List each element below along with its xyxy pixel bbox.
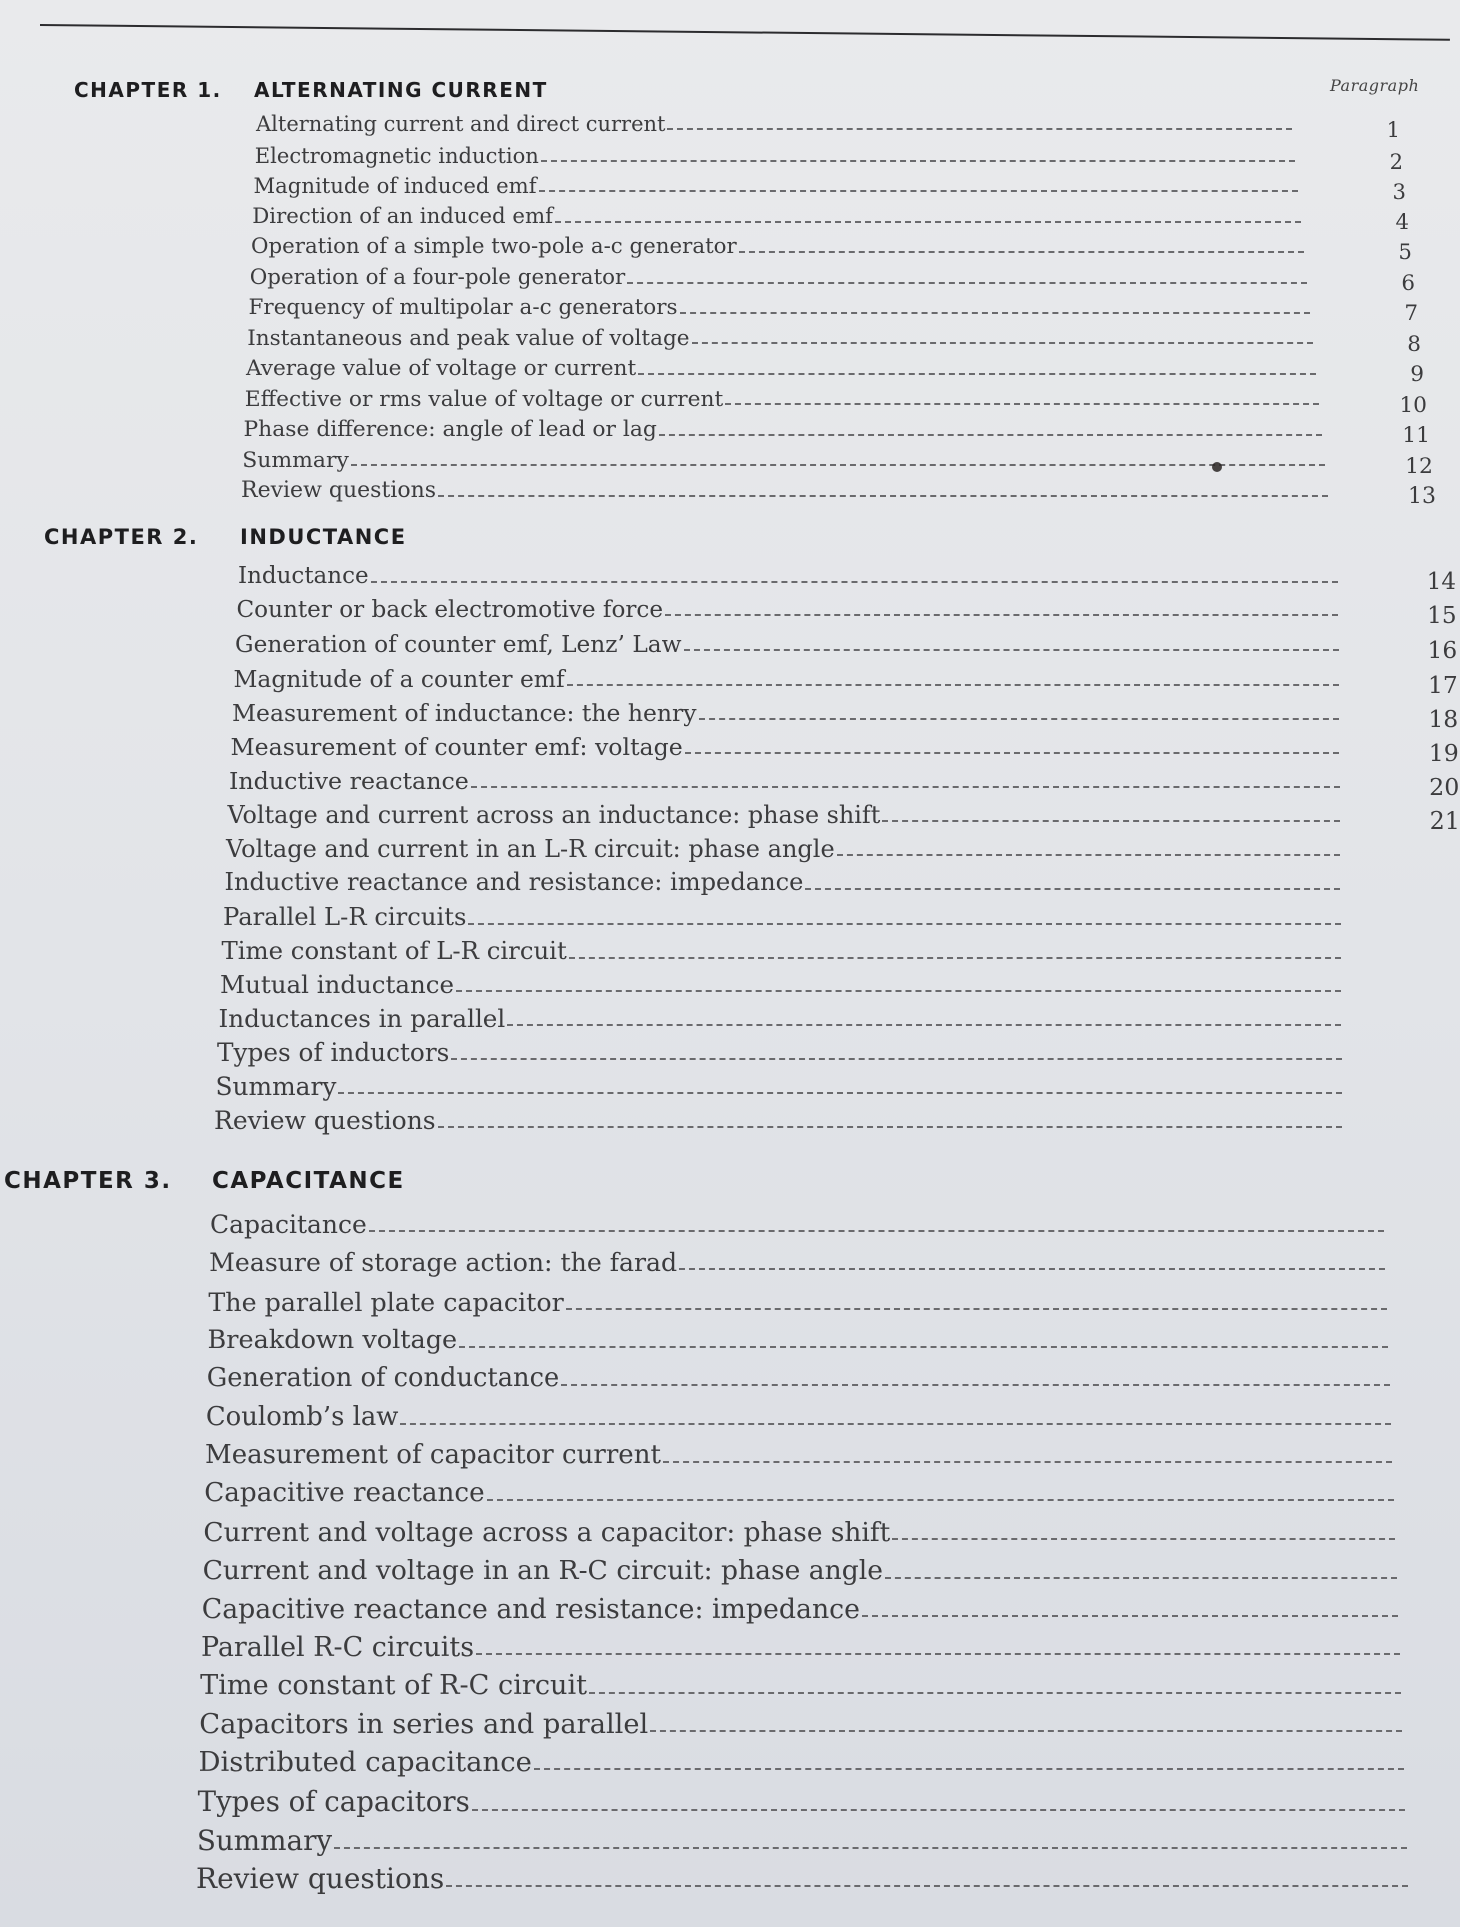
toc-entry-title: Distributed capacitance xyxy=(198,1746,532,1778)
chapter-title: ALTERNATING CURRENT xyxy=(254,78,548,102)
toc-entry-title: Inductances in parallel xyxy=(218,1004,506,1034)
dot-leader xyxy=(539,190,1298,192)
paragraph-number: 4 xyxy=(1395,209,1409,235)
toc-entry xyxy=(219,1004,1342,1033)
toc-entry xyxy=(198,1785,1406,1818)
paragraph-number: 5 xyxy=(1398,240,1412,265)
toc-entry-title: Types of inductors xyxy=(217,1038,450,1068)
toc-entry-title: Types of capacitors xyxy=(197,1785,470,1819)
toc-entry xyxy=(235,631,1339,658)
dot-leader xyxy=(567,684,1339,686)
dot-leader xyxy=(725,403,1319,405)
toc-entry xyxy=(207,1363,1390,1393)
toc-entry-title: Measure of storage action: the farad xyxy=(209,1248,678,1278)
paragraph-number: 16 xyxy=(1427,636,1458,664)
toc-entry xyxy=(249,295,1311,320)
dot-leader xyxy=(451,1058,1341,1060)
paragraph-number: 15 xyxy=(1427,602,1457,629)
chapter-label: CHAPTER 3. xyxy=(4,1168,172,1194)
dot-leader xyxy=(338,1092,1341,1094)
toc-entry xyxy=(205,1440,1392,1470)
toc-entry-title: Capacitors in series and parallel xyxy=(199,1708,649,1740)
toc-entry-title: Current and voltage in an R-C circuit: phase angle xyxy=(202,1555,884,1587)
dot-leader xyxy=(487,1499,1394,1501)
dot-leader xyxy=(334,1847,1406,1849)
chapter-heading xyxy=(44,525,407,549)
dot-leader xyxy=(659,434,1322,436)
toc-entry xyxy=(250,265,1307,290)
toc-entry-title: Generation of conductance xyxy=(206,1363,560,1394)
dot-leader xyxy=(446,1885,1408,1887)
dot-leader xyxy=(459,1346,1388,1348)
toc-entry-title: Electromagnetic induction xyxy=(254,142,539,168)
chapter-heading xyxy=(4,1168,405,1194)
dot-leader xyxy=(663,1461,1393,1463)
toc-entry-title: Effective or rms value of voltage or current xyxy=(244,386,724,412)
dot-leader xyxy=(885,1577,1397,1579)
dot-leader xyxy=(472,1809,1405,1811)
toc-entry-title: Alternating current and direct current xyxy=(256,112,666,136)
chapter-title: CAPACITANCE xyxy=(212,1168,405,1194)
toc-entry-title: Phase difference: angle of lead or lag xyxy=(243,417,657,442)
toc-entry-title: Review questions xyxy=(214,1106,436,1135)
toc-entry-title: Breakdown voltage xyxy=(207,1325,458,1356)
toc-entry xyxy=(246,356,1316,381)
toc-entry-title: Instantaneous and peak value of voltage xyxy=(247,325,690,351)
dot-leader xyxy=(627,282,1307,284)
toc-entry xyxy=(208,1287,1386,1317)
dot-leader xyxy=(369,1230,1384,1232)
toc-entry xyxy=(252,204,1301,229)
toc-entry-title: Frequency of multipolar a-c generators xyxy=(248,295,678,320)
dot-leader xyxy=(561,1384,1389,1386)
toc-entry-title: Review questions xyxy=(241,478,437,503)
dot-leader xyxy=(685,752,1340,754)
toc-entry xyxy=(226,835,1340,863)
toc-entry-title: Inductance xyxy=(238,563,369,589)
dot-leader xyxy=(837,854,1340,856)
toc-entry xyxy=(256,112,1292,136)
toc-entry-title: Summary xyxy=(215,1072,337,1102)
dot-leader xyxy=(534,1768,1404,1770)
toc-entry xyxy=(197,1824,1407,1857)
toc-entry-title: Review questions xyxy=(196,1862,445,1895)
paragraph-number: 21 xyxy=(1429,806,1460,835)
toc-entry-title: Capacitance xyxy=(210,1210,367,1239)
dot-leader xyxy=(680,312,1310,314)
toc-entry xyxy=(200,1670,1401,1701)
dot-leader xyxy=(684,649,1339,651)
toc-entry-title: Parallel L-R circuits xyxy=(223,902,467,932)
paragraph-number: 12 xyxy=(1405,453,1433,479)
toc-entry-title: Capacitive reactance xyxy=(204,1478,485,1509)
paragraph-number: 17 xyxy=(1427,670,1458,699)
top-rule xyxy=(40,24,1450,41)
toc-entry-title: Magnitude of a counter emf xyxy=(233,664,565,693)
toc-entry-title: Mutual inductance xyxy=(220,970,454,1000)
toc-entry-title: Direction of an induced emf xyxy=(252,203,554,229)
paragraph-number: 9 xyxy=(1410,362,1424,387)
toc-entry xyxy=(216,1072,1342,1101)
dot-leader xyxy=(541,160,1295,162)
paragraph-number: 19 xyxy=(1428,738,1459,767)
dot-leader xyxy=(667,128,1292,130)
toc-entry xyxy=(231,733,1340,761)
toc-entry-title: Inductive reactance xyxy=(229,766,469,795)
paragraph-number: 7 xyxy=(1404,301,1418,326)
toc-entry xyxy=(208,1325,1389,1355)
dot-leader xyxy=(438,495,1328,497)
chapter-title: INDUCTANCE xyxy=(240,525,407,549)
toc-entry xyxy=(203,1517,1395,1548)
toc-entry-title: Measurement of capacitor current xyxy=(205,1440,661,1471)
toc-entry-title: Voltage and current in an L-R circuit: phase angle xyxy=(226,834,835,863)
toc-entry-title: Measurement of counter emf: voltage xyxy=(230,732,683,761)
dot-leader xyxy=(739,251,1304,253)
toc-entry xyxy=(228,801,1340,829)
dot-leader xyxy=(679,1268,1385,1270)
toc-entry xyxy=(210,1210,1384,1239)
dot-leader xyxy=(638,373,1316,375)
toc-entry-title: Operation of a four-pole generator xyxy=(249,264,626,290)
toc-entry xyxy=(201,1632,1400,1663)
dot-leader xyxy=(699,718,1339,720)
dot-leader xyxy=(507,1024,1341,1026)
toc-entry xyxy=(245,387,1319,412)
toc-entry xyxy=(237,597,1339,623)
dot-leader xyxy=(692,342,1313,344)
paragraph-column-header: Paragraph xyxy=(1330,76,1420,95)
toc-entry xyxy=(220,970,1341,999)
toc-entry xyxy=(251,234,1304,259)
dot-leader xyxy=(862,1615,1398,1617)
toc-entry-title: Time constant of L-R circuit xyxy=(221,936,567,966)
dot-leader xyxy=(882,820,1339,822)
paragraph-number: 13 xyxy=(1408,484,1436,509)
toc-entry-title: Voltage and current across an inductance: phase shift xyxy=(227,800,881,829)
toc-entry xyxy=(223,902,1341,931)
paragraph-number: 3 xyxy=(1392,179,1406,204)
toc-entry-title: Capacitive reactance and resistance: impedance xyxy=(201,1593,860,1625)
toc-entry-title: Summary xyxy=(242,447,349,473)
paragraph-number: 18 xyxy=(1428,704,1459,733)
toc-entry xyxy=(247,326,1313,351)
toc-entry-title: Inductive reactance and resistance: impedance xyxy=(224,868,804,897)
dot-leader xyxy=(371,581,1338,583)
toc-entry-title: Generation of counter emf, Lenz’ Law xyxy=(235,630,682,658)
toc-entry-title: Current and voltage across a capacitor: phase shift xyxy=(203,1516,891,1548)
dot-leader xyxy=(468,923,1340,925)
dot-leader xyxy=(438,1126,1342,1128)
toc-entry xyxy=(199,1709,1402,1740)
dot-leader xyxy=(400,1423,1391,1425)
dot-leader xyxy=(650,1730,1402,1732)
dot-leader xyxy=(589,1692,1401,1694)
toc-entry xyxy=(214,1106,1342,1135)
dot-leader xyxy=(456,990,1341,992)
dot-leader xyxy=(566,1308,1387,1310)
dot-leader xyxy=(569,957,1341,959)
toc-entry-title: Coulomb’s law xyxy=(205,1401,399,1432)
paragraph-number: 14 xyxy=(1426,569,1456,595)
toc-entry-title: Parallel R-C circuits xyxy=(200,1631,475,1663)
toc-entry xyxy=(242,448,1325,473)
dot-leader xyxy=(555,221,1301,223)
toc-entry xyxy=(222,936,1341,965)
toc-entry xyxy=(198,1747,1403,1778)
toc-entry-title: Magnitude of induced emf xyxy=(253,173,537,198)
toc-entry xyxy=(206,1402,1391,1432)
paragraph-number: 2 xyxy=(1389,148,1403,174)
toc-entry-title: Average value of voltage or current xyxy=(246,356,637,381)
paragraph-number: 10 xyxy=(1399,392,1427,418)
ink-smudge xyxy=(1212,462,1222,472)
toc-entry xyxy=(232,699,1339,727)
dot-leader xyxy=(351,464,1325,466)
toc-entry xyxy=(255,143,1295,168)
chapter-label: CHAPTER 2. xyxy=(44,525,199,549)
toc-entry xyxy=(196,1862,1408,1895)
paragraph-number: 8 xyxy=(1407,331,1421,357)
paragraph-number: 6 xyxy=(1401,270,1415,296)
dot-leader xyxy=(471,786,1340,788)
toc-entry xyxy=(244,417,1323,442)
toc-entry-title: Counter or back electromotive force xyxy=(236,596,664,623)
toc-entry xyxy=(229,767,1340,795)
toc-entry xyxy=(204,1478,1394,1508)
toc-entry xyxy=(217,1038,1342,1067)
paragraph-number: 20 xyxy=(1429,772,1460,801)
toc-entry xyxy=(202,1594,1398,1625)
toc-entry xyxy=(238,563,1338,589)
paragraph-number: 1 xyxy=(1386,118,1400,142)
toc-entry xyxy=(203,1555,1397,1586)
toc-entry xyxy=(225,868,1341,896)
chapter-label: CHAPTER 1. xyxy=(74,78,222,102)
paragraph-number: 11 xyxy=(1402,423,1430,448)
dot-leader xyxy=(476,1653,1399,1655)
chapter-heading xyxy=(74,78,548,102)
toc-entry xyxy=(209,1248,1385,1277)
dot-leader xyxy=(892,1538,1395,1540)
toc-entry xyxy=(241,478,1328,503)
toc-entry-title: Summary xyxy=(196,1823,333,1857)
toc-entry-title: Operation of a simple two-pole a-c generator xyxy=(251,234,737,259)
toc-entry-title: The parallel plate capacitor xyxy=(208,1286,564,1317)
toc-entry-title: Time constant of R-C circuit xyxy=(200,1670,588,1702)
toc-entry-title: Measurement of inductance: the henry xyxy=(232,698,697,727)
toc-entry xyxy=(254,173,1299,198)
toc-entry xyxy=(234,665,1339,693)
dot-leader xyxy=(805,888,1340,890)
dot-leader xyxy=(665,614,1338,616)
